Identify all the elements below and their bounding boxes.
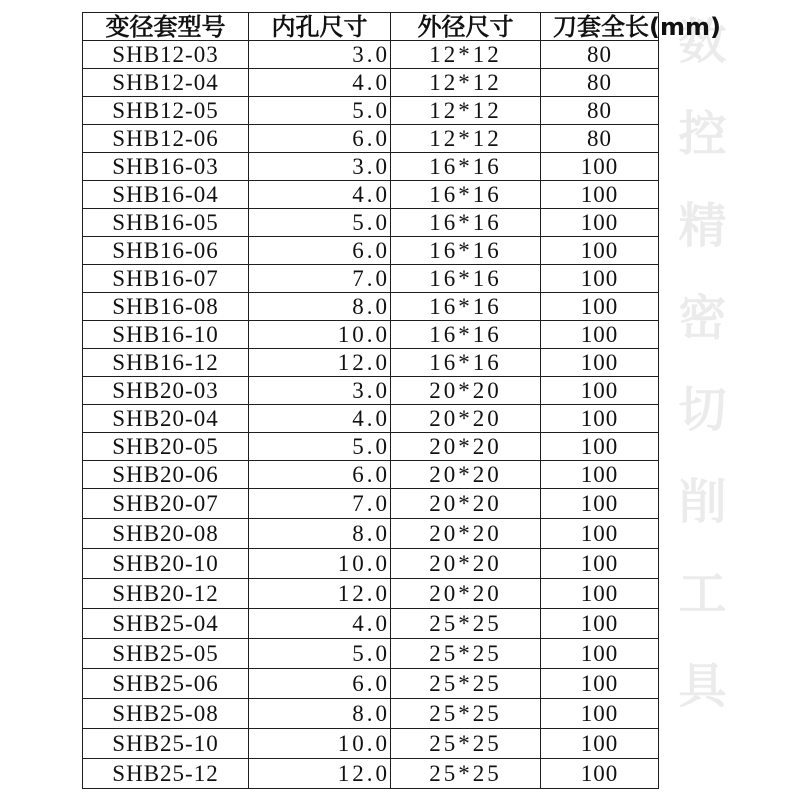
cell-length: 100 bbox=[541, 669, 659, 699]
cell-length: 80 bbox=[541, 97, 659, 125]
table-row bbox=[83, 461, 659, 489]
table-row bbox=[83, 377, 659, 405]
cell-model: SHB20-07 bbox=[83, 489, 249, 519]
table-body bbox=[83, 41, 659, 789]
table-row bbox=[83, 69, 659, 97]
table-row bbox=[83, 729, 659, 759]
cell-model: SHB16-07 bbox=[83, 265, 249, 293]
cell-outer: 16*16 bbox=[391, 349, 541, 377]
cell-outer: 25*25 bbox=[391, 699, 541, 729]
table-row bbox=[83, 209, 659, 237]
cell-bore: 3.0 bbox=[249, 377, 391, 405]
cell-bore: 4.0 bbox=[249, 609, 391, 639]
cell-model: SHB25-12 bbox=[83, 759, 249, 789]
cell-bore: 12.0 bbox=[249, 579, 391, 609]
cell-bore: 4.0 bbox=[249, 405, 391, 433]
cell-bore: 6.0 bbox=[249, 125, 391, 153]
cell-length: 100 bbox=[541, 579, 659, 609]
cell-model: SHB20-08 bbox=[83, 519, 249, 549]
cell-model: SHB20-05 bbox=[83, 433, 249, 461]
cell-outer: 25*25 bbox=[391, 729, 541, 759]
cell-length: 100 bbox=[541, 153, 659, 181]
table-row bbox=[83, 153, 659, 181]
header-cell-outer: 外径尺寸 bbox=[391, 13, 541, 41]
cell-bore: 5.0 bbox=[249, 639, 391, 669]
cell-model: SHB25-10 bbox=[83, 729, 249, 759]
cell-outer: 20*20 bbox=[391, 489, 541, 519]
cell-bore: 5.0 bbox=[249, 209, 391, 237]
cell-model: SHB20-04 bbox=[83, 405, 249, 433]
cell-bore: 3.0 bbox=[249, 153, 391, 181]
cell-model: SHB16-06 bbox=[83, 237, 249, 265]
cell-bore: 8.0 bbox=[249, 519, 391, 549]
cell-bore: 7.0 bbox=[249, 489, 391, 519]
cell-length: 100 bbox=[541, 321, 659, 349]
cell-outer: 12*12 bbox=[391, 41, 541, 69]
cell-outer: 16*16 bbox=[391, 293, 541, 321]
cell-outer: 20*20 bbox=[391, 461, 541, 489]
cell-outer: 20*20 bbox=[391, 549, 541, 579]
cell-bore: 8.0 bbox=[249, 699, 391, 729]
cell-bore: 6.0 bbox=[249, 461, 391, 489]
cell-outer: 16*16 bbox=[391, 153, 541, 181]
cell-model: SHB25-08 bbox=[83, 699, 249, 729]
table-row bbox=[83, 349, 659, 377]
cell-model: SHB16-12 bbox=[83, 349, 249, 377]
cell-length: 100 bbox=[541, 433, 659, 461]
cell-outer: 25*25 bbox=[391, 639, 541, 669]
cell-bore: 4.0 bbox=[249, 69, 391, 97]
cell-outer: 25*25 bbox=[391, 609, 541, 639]
cell-model: SHB16-03 bbox=[83, 153, 249, 181]
cell-model: SHB12-04 bbox=[83, 69, 249, 97]
cell-model: SHB16-04 bbox=[83, 181, 249, 209]
table-row bbox=[83, 759, 659, 789]
table-row bbox=[83, 321, 659, 349]
cell-bore: 12.0 bbox=[249, 349, 391, 377]
cell-bore: 10.0 bbox=[249, 729, 391, 759]
cell-bore: 12.0 bbox=[249, 759, 391, 789]
cell-length: 100 bbox=[541, 729, 659, 759]
cell-outer: 20*20 bbox=[391, 519, 541, 549]
watermark: 数控精密切削工具 bbox=[670, 16, 726, 752]
table-row bbox=[83, 489, 659, 519]
cell-model: SHB25-04 bbox=[83, 609, 249, 639]
cell-outer: 12*12 bbox=[391, 97, 541, 125]
cell-model: SHB16-08 bbox=[83, 293, 249, 321]
table-row bbox=[83, 433, 659, 461]
table-row bbox=[83, 237, 659, 265]
cell-model: SHB12-03 bbox=[83, 41, 249, 69]
cell-bore: 8.0 bbox=[249, 293, 391, 321]
cell-length: 100 bbox=[541, 639, 659, 669]
cell-outer: 20*20 bbox=[391, 433, 541, 461]
table-row bbox=[83, 265, 659, 293]
table-row bbox=[83, 405, 659, 433]
cell-length: 100 bbox=[541, 293, 659, 321]
cell-model: SHB16-05 bbox=[83, 209, 249, 237]
cell-length: 80 bbox=[541, 41, 659, 69]
cell-model: SHB25-05 bbox=[83, 639, 249, 669]
table-row bbox=[83, 669, 659, 699]
cell-outer: 25*25 bbox=[391, 669, 541, 699]
table-row bbox=[83, 699, 659, 729]
table-row bbox=[83, 293, 659, 321]
cell-model: SHB20-06 bbox=[83, 461, 249, 489]
cell-outer: 20*20 bbox=[391, 377, 541, 405]
cell-outer: 25*25 bbox=[391, 759, 541, 789]
cell-model: SHB20-10 bbox=[83, 549, 249, 579]
table-row bbox=[83, 609, 659, 639]
cell-length: 100 bbox=[541, 699, 659, 729]
cell-length: 100 bbox=[541, 489, 659, 519]
cell-outer: 20*20 bbox=[391, 579, 541, 609]
cell-outer: 12*12 bbox=[391, 125, 541, 153]
cell-length: 100 bbox=[541, 609, 659, 639]
cell-bore: 7.0 bbox=[249, 265, 391, 293]
cell-bore: 10.0 bbox=[249, 549, 391, 579]
cell-model: SHB25-06 bbox=[83, 669, 249, 699]
header-cell-model: 变径套型号 bbox=[83, 13, 249, 41]
cell-length: 80 bbox=[541, 69, 659, 97]
cell-length: 80 bbox=[541, 125, 659, 153]
cell-model: SHB16-10 bbox=[83, 321, 249, 349]
cell-model: SHB20-12 bbox=[83, 579, 249, 609]
table-row bbox=[83, 181, 659, 209]
table-row bbox=[83, 579, 659, 609]
cell-outer: 16*16 bbox=[391, 181, 541, 209]
cell-bore: 3.0 bbox=[249, 41, 391, 69]
cell-length: 100 bbox=[541, 181, 659, 209]
table-row bbox=[83, 639, 659, 669]
cell-bore: 5.0 bbox=[249, 97, 391, 125]
table-row bbox=[83, 41, 659, 69]
cell-length: 100 bbox=[541, 209, 659, 237]
table-row bbox=[83, 97, 659, 125]
table-header bbox=[83, 12, 721, 41]
cell-model: SHB20-03 bbox=[83, 377, 249, 405]
cell-bore: 6.0 bbox=[249, 669, 391, 699]
cell-length: 100 bbox=[541, 405, 659, 433]
cell-bore: 5.0 bbox=[249, 433, 391, 461]
cell-length: 100 bbox=[541, 519, 659, 549]
cell-length: 100 bbox=[541, 265, 659, 293]
cell-length: 100 bbox=[541, 237, 659, 265]
cell-length: 100 bbox=[541, 377, 659, 405]
cell-outer: 16*16 bbox=[391, 209, 541, 237]
cell-outer: 16*16 bbox=[391, 265, 541, 293]
cell-bore: 4.0 bbox=[249, 181, 391, 209]
table-row bbox=[83, 125, 659, 153]
cell-outer: 16*16 bbox=[391, 321, 541, 349]
cell-length: 100 bbox=[541, 349, 659, 377]
table-row bbox=[83, 519, 659, 549]
table-row bbox=[83, 549, 659, 579]
cell-model: SHB12-05 bbox=[83, 97, 249, 125]
cell-bore: 6.0 bbox=[249, 237, 391, 265]
cell-outer: 20*20 bbox=[391, 405, 541, 433]
cell-model: SHB12-06 bbox=[83, 125, 249, 153]
cell-length: 100 bbox=[541, 759, 659, 789]
cell-bore: 10.0 bbox=[249, 321, 391, 349]
cell-length: 100 bbox=[541, 461, 659, 489]
cell-outer: 12*12 bbox=[391, 69, 541, 97]
cell-length: 100 bbox=[541, 549, 659, 579]
header-cell-length: 刀套全长(mm) bbox=[541, 13, 659, 41]
cell-outer: 16*16 bbox=[391, 237, 541, 265]
header-cell-bore: 内孔尺寸 bbox=[249, 13, 391, 41]
header-row bbox=[83, 13, 659, 41]
